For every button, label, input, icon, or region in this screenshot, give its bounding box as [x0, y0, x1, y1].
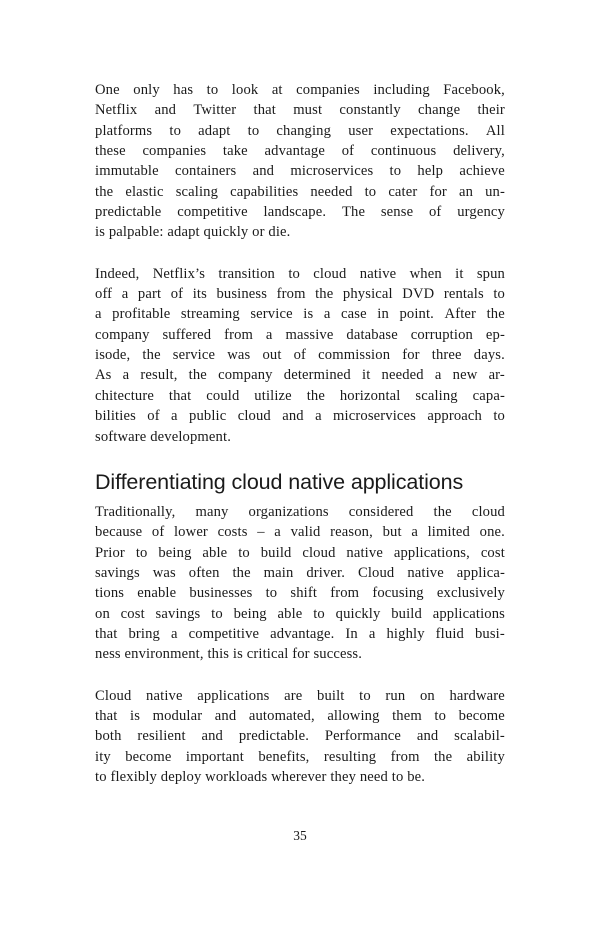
text-word: build: [260, 544, 292, 561]
text-word: hardware: [449, 687, 505, 704]
text-word: the: [486, 306, 505, 323]
text-word: of: [170, 286, 184, 303]
text-word: of: [147, 408, 160, 425]
text-line: [95, 345, 505, 365]
text-word: the: [95, 183, 114, 200]
text-word: was: [227, 347, 251, 364]
text-word: to: [211, 605, 223, 622]
text-word: able: [202, 544, 228, 561]
text-word: that: [95, 707, 118, 724]
text-word: platforms: [95, 122, 153, 139]
text-word: on: [419, 687, 435, 704]
paragraph-companies-adapt: [95, 80, 505, 243]
text-word: the: [142, 347, 161, 364]
text-word: Cloud: [95, 687, 132, 704]
text-word: sense: [380, 204, 414, 221]
text-word: driver.: [306, 564, 346, 581]
text-word: and: [416, 728, 439, 745]
text-word: a: [434, 367, 442, 384]
text-word: of: [341, 143, 355, 160]
text-word: main: [263, 564, 294, 581]
text-word: benefits,: [258, 748, 310, 765]
text-word: resulting: [323, 748, 377, 765]
text-word: at: [271, 82, 283, 98]
text-word: scaling: [415, 387, 458, 404]
text-word: part: [137, 286, 162, 303]
text-word: rentals: [443, 286, 484, 303]
text-word: utilize: [254, 387, 292, 404]
text-word: cloud: [237, 408, 271, 425]
text-word: to: [135, 544, 148, 561]
text-word: determined: [283, 367, 351, 384]
text-word: needed: [310, 183, 353, 200]
text-word: their: [477, 102, 505, 119]
text-word: an: [458, 183, 474, 200]
text-word: cloud: [471, 503, 505, 520]
text-word: applications: [432, 605, 505, 622]
text-line: [95, 264, 505, 284]
text-line: [95, 304, 505, 324]
text-word: predictable.: [238, 728, 310, 745]
text-word: corruption: [410, 326, 473, 343]
text-line: is palpable: adapt quickly or die.: [95, 224, 291, 241]
text-word: service: [172, 347, 216, 364]
text-word: user: [348, 122, 374, 139]
text-word: scalabil-: [454, 728, 505, 745]
paragraph-netflix-transition: [95, 264, 505, 447]
text-line: [95, 706, 505, 726]
text-word: un-: [485, 183, 505, 200]
text-word: ar-: [488, 367, 505, 384]
text-word: costs: [217, 524, 248, 541]
text-word: ity: [95, 748, 111, 765]
text-word: chitecture: [95, 387, 154, 404]
text-word: cater: [388, 183, 418, 200]
text-word: approach: [427, 408, 482, 425]
paragraph-traditionally-lower-costs: [95, 502, 505, 665]
page-text-column: [95, 80, 505, 787]
text-word: Cloud: [357, 564, 395, 581]
text-word: a: [122, 367, 130, 384]
text-line: [95, 726, 505, 746]
text-word: a: [315, 408, 322, 425]
text-word: many: [195, 503, 229, 520]
text-line: [95, 604, 505, 624]
text-word: company: [218, 367, 273, 384]
text-word: service: [250, 306, 293, 323]
text-word: to: [364, 183, 377, 200]
text-word: to: [288, 265, 300, 282]
text-line: [95, 161, 505, 181]
text-word: public: [189, 408, 227, 425]
text-word: become: [458, 707, 505, 724]
text-word: new: [452, 367, 478, 384]
text-word: database: [346, 326, 398, 343]
text-word: companies: [296, 82, 360, 98]
text-word: isode,: [95, 347, 131, 364]
text-word: urgency: [457, 204, 505, 221]
text-word: delivery,: [453, 143, 505, 160]
text-word: savings: [95, 564, 140, 581]
text-word: from: [390, 748, 420, 765]
text-line: [95, 686, 505, 706]
text-word: a: [411, 524, 418, 541]
text-word: from: [224, 326, 254, 343]
text-word: the: [306, 387, 325, 404]
text-word: run: [385, 687, 406, 704]
text-word: Performance: [324, 728, 402, 745]
text-word: considered: [348, 503, 414, 520]
text-word: a: [368, 625, 376, 642]
text-line: ness environment, this is critical for success.: [95, 646, 363, 663]
text-word: achieve: [459, 163, 505, 180]
text-word: reason,: [330, 524, 373, 541]
text-word: microservices: [333, 408, 416, 425]
text-word: profitable: [112, 306, 171, 323]
text-word: highly: [386, 625, 425, 642]
text-word: take: [222, 143, 248, 160]
text-word: able: [277, 605, 303, 622]
text-line: software development.: [95, 428, 231, 445]
text-word: them: [392, 707, 422, 724]
text-word: horizontal: [339, 387, 401, 404]
text-word: competitive: [188, 625, 260, 642]
text-word: a: [265, 326, 273, 343]
text-word: elastic: [125, 183, 164, 200]
text-word: to: [238, 544, 250, 561]
text-line: [95, 80, 505, 100]
text-word: business: [216, 286, 268, 303]
text-word: company: [95, 326, 150, 343]
text-word: ep-: [485, 326, 505, 343]
text-line: [95, 522, 505, 542]
text-line: [95, 543, 505, 563]
text-word: native: [346, 544, 383, 561]
text-word: focusing: [372, 585, 424, 602]
text-word: off: [95, 286, 113, 303]
text-word: –: [257, 524, 265, 541]
text-word: and: [252, 163, 275, 180]
text-word: the: [433, 748, 453, 765]
text-word: fluid: [435, 625, 464, 642]
text-word: cost: [120, 605, 145, 622]
text-word: bring: [128, 625, 161, 642]
text-word: to: [389, 163, 402, 180]
text-word: automated,: [248, 707, 315, 724]
text-word: of: [428, 204, 442, 221]
text-line: [95, 202, 505, 222]
text-word: to: [493, 286, 505, 303]
heading-differentiating-cloud-native-applications: Differentiating cloud native applications: [95, 469, 464, 494]
text-word: physical: [342, 286, 393, 303]
text-word: and: [282, 408, 304, 425]
text-word: commission: [318, 347, 391, 364]
text-word: built: [317, 687, 345, 704]
text-word: changing: [276, 122, 332, 139]
text-word: quickly: [335, 605, 381, 622]
text-word: is: [303, 306, 314, 323]
text-word: to: [206, 82, 219, 98]
text-word: massive: [285, 326, 334, 343]
text-word: organizations: [248, 503, 329, 520]
text-word: help: [417, 163, 444, 180]
text-word: All: [485, 122, 505, 139]
text-word: must: [293, 102, 323, 119]
text-word: build: [391, 605, 422, 622]
text-word: its: [192, 286, 207, 303]
text-word: microservices: [290, 163, 374, 180]
text-word: Prior: [95, 544, 125, 561]
page-number: 35: [293, 828, 307, 843]
text-word: look: [231, 82, 259, 98]
text-word: the: [232, 564, 251, 581]
text-word: a: [171, 408, 178, 425]
text-line: [95, 563, 505, 583]
text-word: transition: [218, 265, 275, 282]
text-word: needed: [381, 367, 424, 384]
text-word: native: [359, 265, 397, 282]
text-word: the: [188, 367, 207, 384]
text-word: limited: [427, 524, 470, 541]
text-word: being: [158, 544, 192, 561]
text-word: change: [418, 102, 461, 119]
text-word: it: [362, 367, 371, 384]
text-word: that: [168, 387, 192, 404]
text-word: that: [95, 625, 118, 642]
text-word: Traditionally,: [95, 503, 176, 520]
text-word: Twitter: [193, 102, 237, 119]
text-word: The: [341, 204, 366, 221]
text-word: shift: [290, 585, 318, 602]
text-word: and: [214, 707, 237, 724]
text-word: because: [95, 524, 143, 541]
text-word: three: [431, 347, 462, 364]
text-word: to: [247, 122, 260, 139]
text-word: a: [323, 306, 331, 323]
text-word: the: [433, 503, 452, 520]
text-word: and: [154, 102, 177, 119]
text-word: to: [359, 687, 371, 704]
text-word: containers: [174, 163, 237, 180]
text-word: one.: [479, 524, 505, 541]
text-word: of: [293, 347, 307, 364]
text-word: competitive: [177, 204, 248, 221]
text-word: ability: [466, 748, 505, 765]
text-word: immutable: [95, 163, 159, 180]
text-word: out: [262, 347, 282, 364]
text-line: [95, 284, 505, 304]
text-word: As: [95, 367, 112, 384]
text-word: suffered: [162, 326, 212, 343]
text-word: Netflix’s: [152, 265, 206, 282]
text-word: resilient: [137, 728, 186, 745]
text-word: when: [409, 265, 442, 282]
text-word: to: [169, 122, 182, 139]
text-word: native: [146, 687, 183, 704]
text-word: point.: [399, 306, 434, 323]
text-word: could: [206, 387, 240, 404]
text-word: was: [152, 564, 176, 581]
text-word: important: [185, 748, 244, 765]
text-word: spun: [476, 265, 505, 282]
text-word: Netflix: [95, 102, 138, 119]
text-line: [95, 365, 505, 385]
text-word: constantly: [339, 102, 401, 119]
text-word: has: [173, 82, 194, 98]
text-word: these: [95, 143, 126, 160]
text-word: enable: [137, 585, 177, 602]
text-word: cloud: [313, 265, 347, 282]
text-word: native: [407, 564, 444, 581]
text-word: companies: [142, 143, 207, 160]
text-word: adapt: [198, 122, 231, 139]
text-word: for: [429, 183, 447, 200]
text-word: for: [402, 347, 420, 364]
text-word: landscape.: [263, 204, 327, 221]
text-word: DVD: [402, 286, 435, 303]
text-word: cloud: [302, 544, 336, 561]
text-word: expectations.: [390, 122, 469, 139]
text-word: cost: [480, 544, 505, 561]
text-line: [95, 583, 505, 603]
text-word: on: [95, 605, 110, 622]
text-word: is: [130, 707, 141, 724]
text-word: from: [330, 585, 360, 602]
text-word: busi-: [474, 625, 505, 642]
text-word: a: [274, 524, 281, 541]
text-word: a: [171, 625, 178, 642]
text-line: [95, 747, 505, 767]
text-line: [95, 182, 505, 202]
text-word: applications: [197, 687, 270, 704]
text-word: predictable: [95, 204, 162, 221]
text-word: advantage: [264, 143, 325, 160]
text-word: allowing: [327, 707, 380, 724]
text-word: both: [95, 728, 122, 745]
text-word: become: [125, 748, 172, 765]
text-word: often: [188, 564, 220, 581]
text-word: are: [284, 687, 303, 704]
paragraph-cloud-native-hardware: [95, 686, 505, 788]
text-line: [95, 406, 505, 426]
text-word: capabilities: [230, 183, 299, 200]
text-word: to: [434, 707, 447, 724]
text-word: tions: [95, 585, 125, 602]
text-word: savings: [155, 605, 201, 622]
text-word: streaming: [180, 306, 240, 323]
text-line: [95, 100, 505, 120]
text-word: Indeed,: [95, 265, 140, 282]
text-word: continuous: [370, 143, 437, 160]
text-word: applications,: [393, 544, 470, 561]
text-word: applica-: [456, 564, 505, 581]
text-word: it: [455, 265, 464, 282]
text-word: businesses: [189, 585, 253, 602]
text-word: including: [373, 82, 430, 98]
text-word: After: [444, 306, 477, 323]
text-word: a: [95, 306, 102, 323]
text-word: Facebook,: [443, 82, 505, 98]
text-line: [95, 624, 505, 644]
text-word: to: [493, 408, 505, 425]
text-word: case: [341, 306, 367, 323]
text-word: lower: [173, 524, 208, 541]
text-line: [95, 325, 505, 345]
text-word: but: [382, 524, 402, 541]
text-word: exclusively: [436, 585, 505, 602]
text-word: One: [95, 82, 120, 98]
text-word: bilities: [95, 408, 136, 425]
text-word: to: [265, 585, 278, 602]
text-word: In: [345, 625, 358, 642]
text-word: modular: [152, 707, 203, 724]
text-word: that: [253, 102, 276, 119]
text-line: to flexibly deploy workloads wherever they need to be.: [95, 768, 426, 785]
text-word: in: [377, 306, 389, 323]
text-word: to: [313, 605, 325, 622]
text-word: valid: [290, 524, 321, 541]
text-word: only: [133, 82, 160, 98]
text-word: days.: [473, 347, 505, 364]
text-word: the: [315, 286, 334, 303]
text-word: capa-: [472, 387, 505, 404]
text-word: scaling: [175, 183, 219, 200]
text-word: of: [151, 524, 165, 541]
text-line: [95, 502, 505, 522]
text-word: being: [233, 605, 267, 622]
text-line: [95, 121, 505, 141]
text-word: from: [276, 286, 306, 303]
text-word: result,: [140, 367, 178, 384]
text-word: a: [121, 286, 129, 303]
text-word: and: [201, 728, 223, 745]
text-line: [95, 386, 505, 406]
text-word: advantage.: [270, 625, 335, 642]
text-line: [95, 141, 505, 161]
